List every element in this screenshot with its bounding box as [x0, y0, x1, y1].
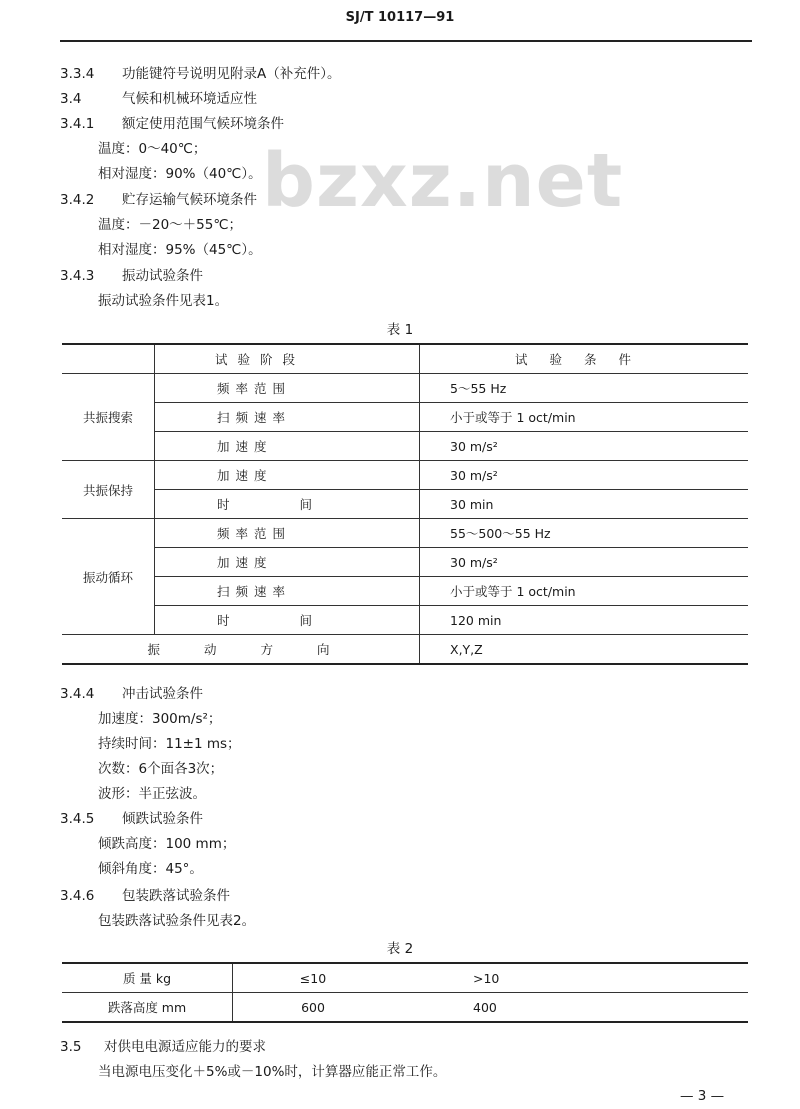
- clause-number: 3.3.4: [60, 66, 95, 82]
- clause-text: 气候和机械环境适应性: [122, 91, 257, 107]
- clause-3-4-3: [60, 264, 203, 284]
- table-row: [62, 490, 748, 519]
- table-row: [62, 432, 748, 461]
- header-cell: 试验条件: [420, 344, 749, 374]
- body-line: 当电源电压变化＋5%或－10%时，计算器应能正常工作。: [98, 1064, 447, 1080]
- clause-3-3-4: [60, 62, 341, 82]
- clause-number: 3.4: [60, 91, 82, 107]
- table1: [62, 343, 748, 665]
- table-row: [62, 577, 748, 606]
- body-line: 持续时间：11±1 ms；: [98, 736, 241, 752]
- group-cell: 共振保持: [62, 461, 155, 519]
- body-line: 波形：半正弦波。: [98, 786, 206, 802]
- clause-text: 包装跌落试验条件: [122, 888, 230, 904]
- value-cell: 120 min: [420, 606, 749, 635]
- label-cell: 质 量 kg: [62, 963, 233, 993]
- clause-text: 冲击试验条件: [122, 686, 203, 702]
- clause-text: 额定使用范围气候环境条件: [122, 116, 284, 132]
- table-row: [62, 963, 748, 993]
- clause-text: 对供电电源适应能力的要求: [104, 1039, 266, 1055]
- clause-number: 3.4.1: [60, 116, 95, 132]
- table-row: [62, 403, 748, 432]
- body-line: 温度：－20～＋55℃；: [98, 217, 243, 233]
- clause-number: 3.4.4: [60, 686, 95, 702]
- label-cell: 跌落高度 mm: [62, 993, 233, 1023]
- item-cell: 扫频速率: [155, 403, 420, 432]
- item-cell: 时间: [155, 606, 420, 635]
- clause-text: 振动试验条件: [122, 268, 203, 284]
- clause-3-4-4: [60, 682, 203, 702]
- clause-3-4-2: [60, 188, 257, 208]
- table-row: [62, 548, 748, 577]
- clause-text: 功能键符号说明见附录A（补充件）。: [122, 66, 341, 82]
- clause-number: 3.4.2: [60, 192, 95, 208]
- body-line: 相对湿度：90%（40℃）。: [98, 166, 262, 182]
- clause-3-4-1: [60, 112, 284, 132]
- item-cell: 加速度: [155, 548, 420, 577]
- body-line: 倾跌高度：100 mm；: [98, 836, 236, 852]
- value-cell: 600: [233, 993, 394, 1023]
- direction-value: X,Y,Z: [420, 635, 749, 665]
- body-line: 加速度：300m/s²；: [98, 711, 222, 727]
- direction-label: 振动方向: [62, 635, 420, 665]
- clause-3-4-6: [60, 884, 230, 904]
- clause-3-4-5: [60, 807, 203, 827]
- item-cell: 扫频速率: [155, 577, 420, 606]
- body-line: 次数：6个面各3次；: [98, 761, 224, 777]
- value-cell: 30 m/s²: [420, 432, 749, 461]
- table-row: [62, 519, 748, 548]
- group-cell: 共振搜索: [62, 374, 155, 461]
- clause-3-5: [60, 1035, 266, 1055]
- clause-number: 3.4.3: [60, 268, 95, 284]
- clause-text: 倾跌试验条件: [122, 811, 203, 827]
- table-footer-row: [62, 635, 748, 665]
- table1-caption: 表 1: [386, 322, 414, 338]
- table-row: [62, 461, 748, 490]
- clause-3-4: [60, 87, 257, 107]
- body-line: 振动试验条件见表1。: [98, 293, 229, 309]
- value-cell: 400: [393, 993, 748, 1023]
- clause-number: 3.5: [60, 1039, 82, 1055]
- value-cell: 小于或等于 1 oct/min: [420, 403, 749, 432]
- value-cell: >10: [393, 963, 748, 993]
- table-row: [62, 993, 748, 1023]
- item-cell: 频率范围: [155, 374, 420, 403]
- table-header-row: [62, 344, 748, 374]
- value-cell: 小于或等于 1 oct/min: [420, 577, 749, 606]
- value-cell: 30 min: [420, 490, 749, 519]
- value-cell: 55～500～55 Hz: [420, 519, 749, 548]
- item-cell: 频率范围: [155, 519, 420, 548]
- body-line: 温度：0～40℃；: [98, 141, 207, 157]
- value-cell: ≤10: [233, 963, 394, 993]
- clause-number: 3.4.6: [60, 888, 95, 904]
- body-line: 包装跌落试验条件见表2。: [98, 913, 256, 929]
- clause-number: 3.4.5: [60, 811, 95, 827]
- clause-text: 贮存运输气候环境条件: [122, 192, 257, 208]
- value-cell: 5～55 Hz: [420, 374, 749, 403]
- item-cell: 时间: [155, 490, 420, 519]
- item-cell: 加速度: [155, 461, 420, 490]
- item-cell: 加速度: [155, 432, 420, 461]
- watermark: bzxz.net: [262, 138, 624, 224]
- table-row: [62, 374, 748, 403]
- table-row: [62, 606, 748, 635]
- document-header: SJ/T 10117—91: [345, 10, 455, 25]
- header-rule: [60, 40, 752, 42]
- value-cell: 30 m/s²: [420, 548, 749, 577]
- table2-caption: 表 2: [386, 941, 414, 957]
- page-number: — 3 —: [680, 1088, 725, 1104]
- body-line: 相对湿度：95%（45℃）。: [98, 242, 262, 258]
- group-cell: 振动循环: [62, 519, 155, 635]
- value-cell: 30 m/s²: [420, 461, 749, 490]
- body-line: 倾斜角度：45°。: [98, 861, 203, 877]
- table2: [62, 962, 748, 1023]
- header-cell: 试验阶段: [155, 344, 420, 374]
